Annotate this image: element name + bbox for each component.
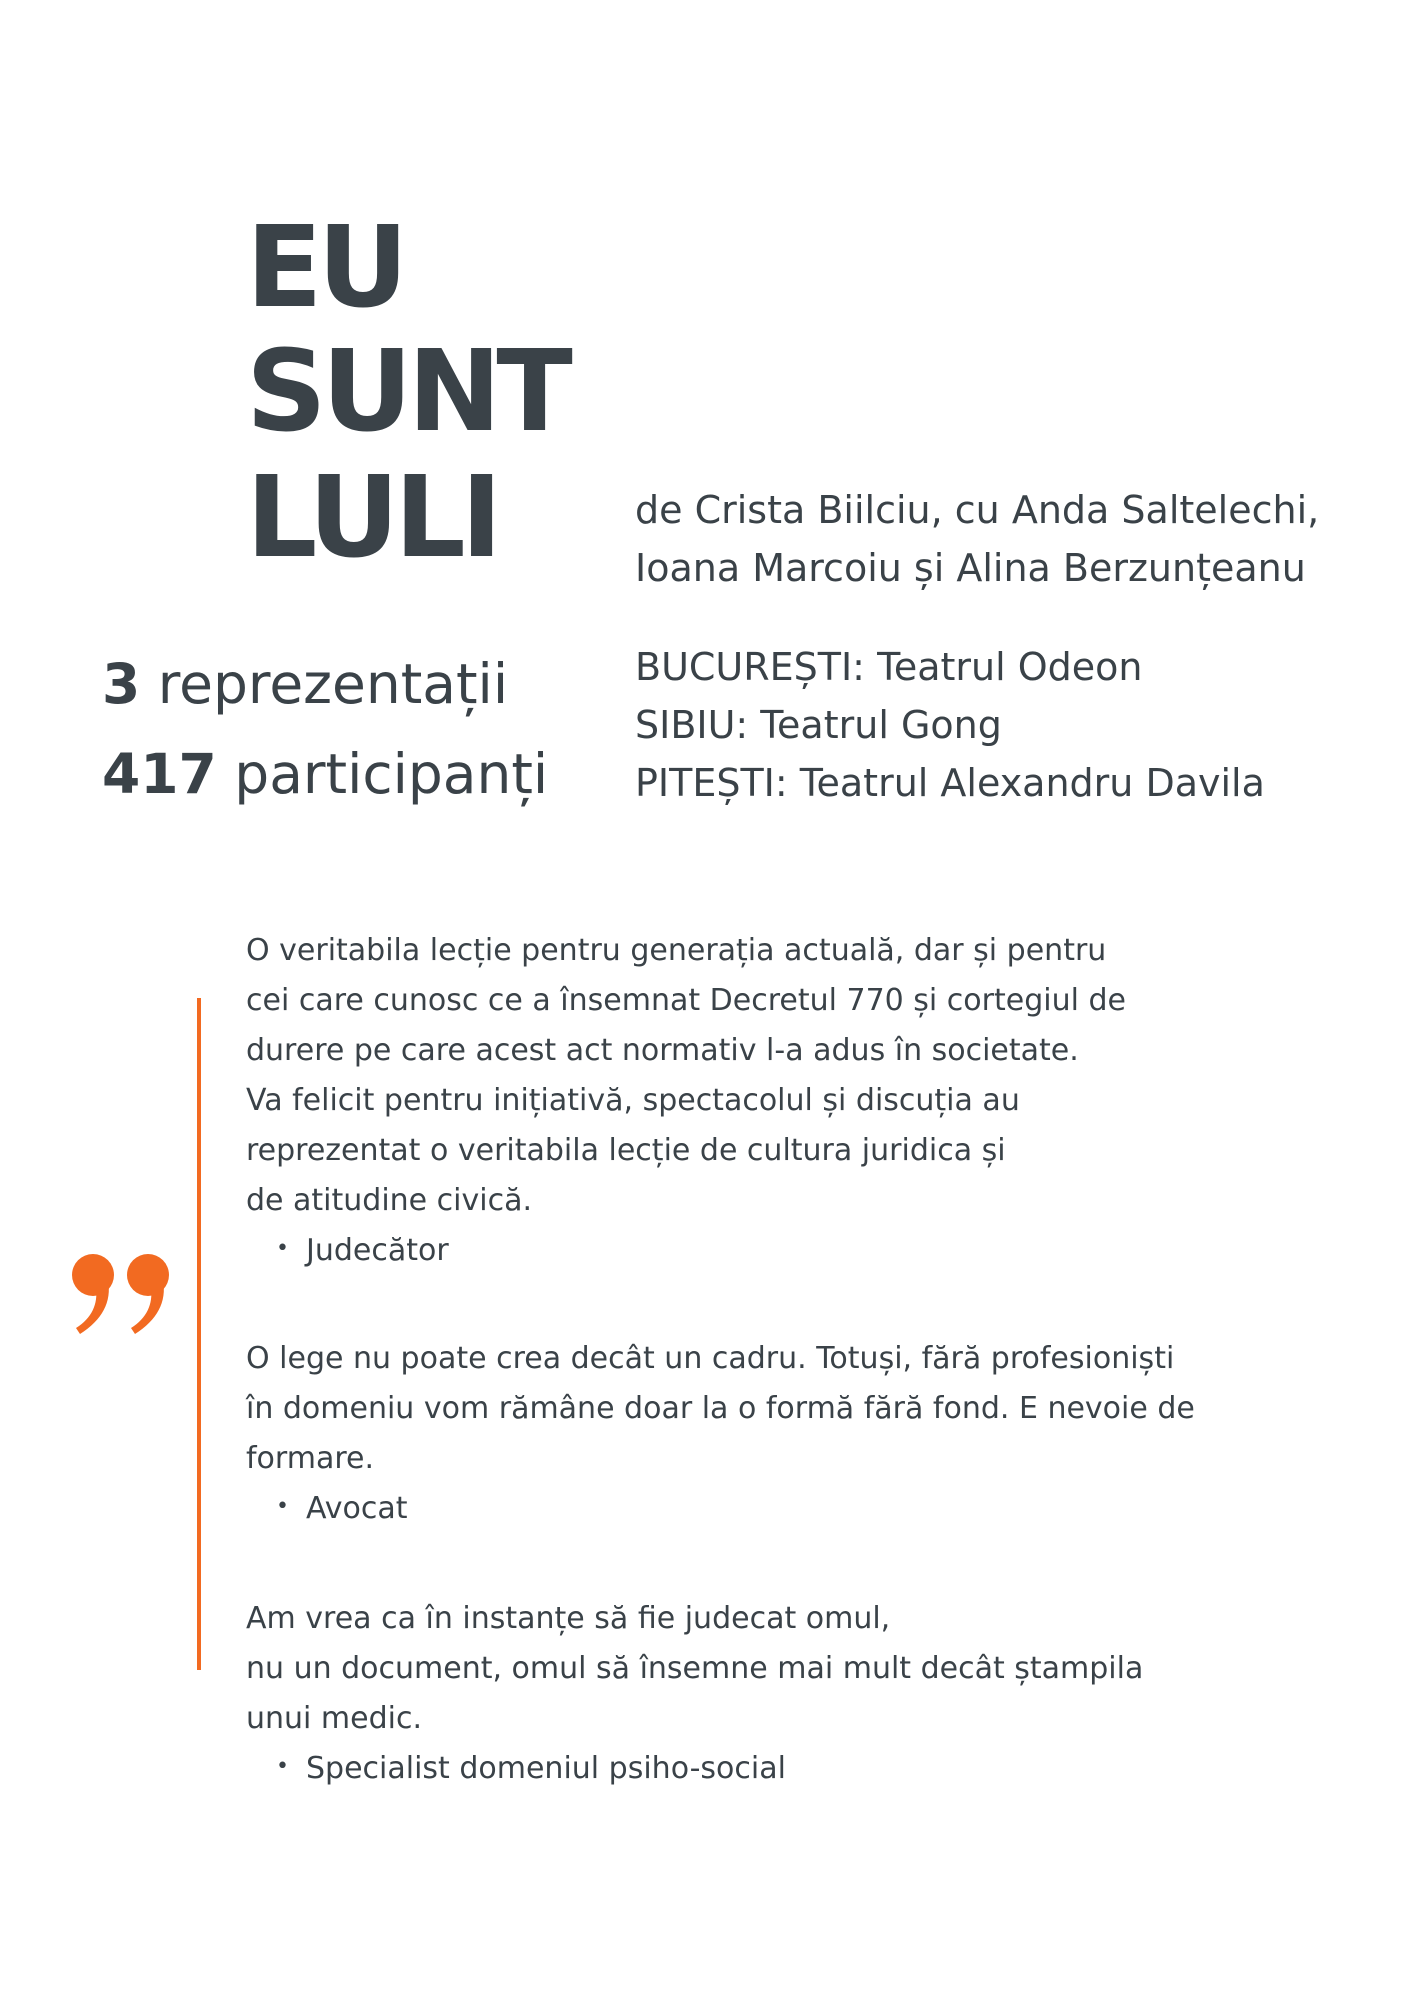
testimonial-line: O veritabila lecție pentru generația actuală, dar și pentru	[246, 933, 1107, 968]
testimonial-line: de atitudine civică.	[246, 1183, 533, 1218]
testimonial-line: Va felicit pentru inițiativă, spectacolul și discuția au	[246, 1083, 1020, 1118]
testimonial-line: nu un document, omul să însemne mai mult decât ștampila	[246, 1651, 1144, 1686]
participants-label: participanți	[234, 742, 549, 806]
venue-item: PITEȘTI: Teatrul Alexandru Davila	[635, 761, 1265, 805]
credits-line: de Crista Biilciu, cu Anda Saltelechi,	[635, 488, 1320, 532]
testimonial-line: Am vrea ca în instanțe să fie judecat omul,	[246, 1601, 891, 1636]
title-line-1: EU	[246, 203, 404, 333]
testimonial	[246, 1594, 1143, 1795]
stat-participants	[102, 729, 548, 819]
credits	[635, 481, 1319, 597]
testimonial-line: cei care cunosc ce a însemnat Decretul 770 și cortegiul de	[246, 983, 1126, 1018]
testimonial	[246, 926, 1126, 1277]
testimonial-line: formare.	[246, 1441, 374, 1476]
stats	[102, 639, 548, 819]
testimonial-author: • Judecător	[246, 1226, 1126, 1277]
performances-label: reprezentații	[157, 652, 509, 716]
title-line-3: LULI	[246, 453, 498, 583]
testimonial-line: durere pe care acest act normativ l-a adus în societate.	[246, 1033, 1079, 1068]
credits-line: Ioana Marcoiu și Alina Berzunțeanu	[635, 546, 1306, 590]
stat-performances	[102, 639, 548, 729]
title-line-2: SUNT	[246, 327, 568, 457]
testimonial	[246, 1334, 1195, 1535]
testimonial-author: • Avocat	[246, 1484, 1195, 1535]
testimonial-line: reprezentat o veritabila lecție de cultura juridica și	[246, 1133, 1006, 1168]
venue-list	[635, 638, 1265, 812]
venue-item: SIBIU: Teatrul Gong	[635, 703, 1002, 747]
testimonial-author: • Specialist domeniul psiho-social	[246, 1744, 1143, 1795]
quote-accent-bar	[197, 998, 201, 1670]
testimonial-line: unui medic.	[246, 1701, 423, 1736]
venue-item: BUCUREȘTI: Teatrul Odeon	[635, 645, 1143, 689]
closing-quote-icon	[68, 1240, 178, 1350]
participants-count: 417	[102, 742, 217, 806]
performances-count: 3	[102, 652, 141, 716]
testimonial-line: O lege nu poate crea decât un cadru. Totuși, fără profesioniști	[246, 1341, 1175, 1376]
testimonial-line: în domeniu vom rămâne doar la o formă fără fond. E nevoie de	[246, 1391, 1195, 1426]
